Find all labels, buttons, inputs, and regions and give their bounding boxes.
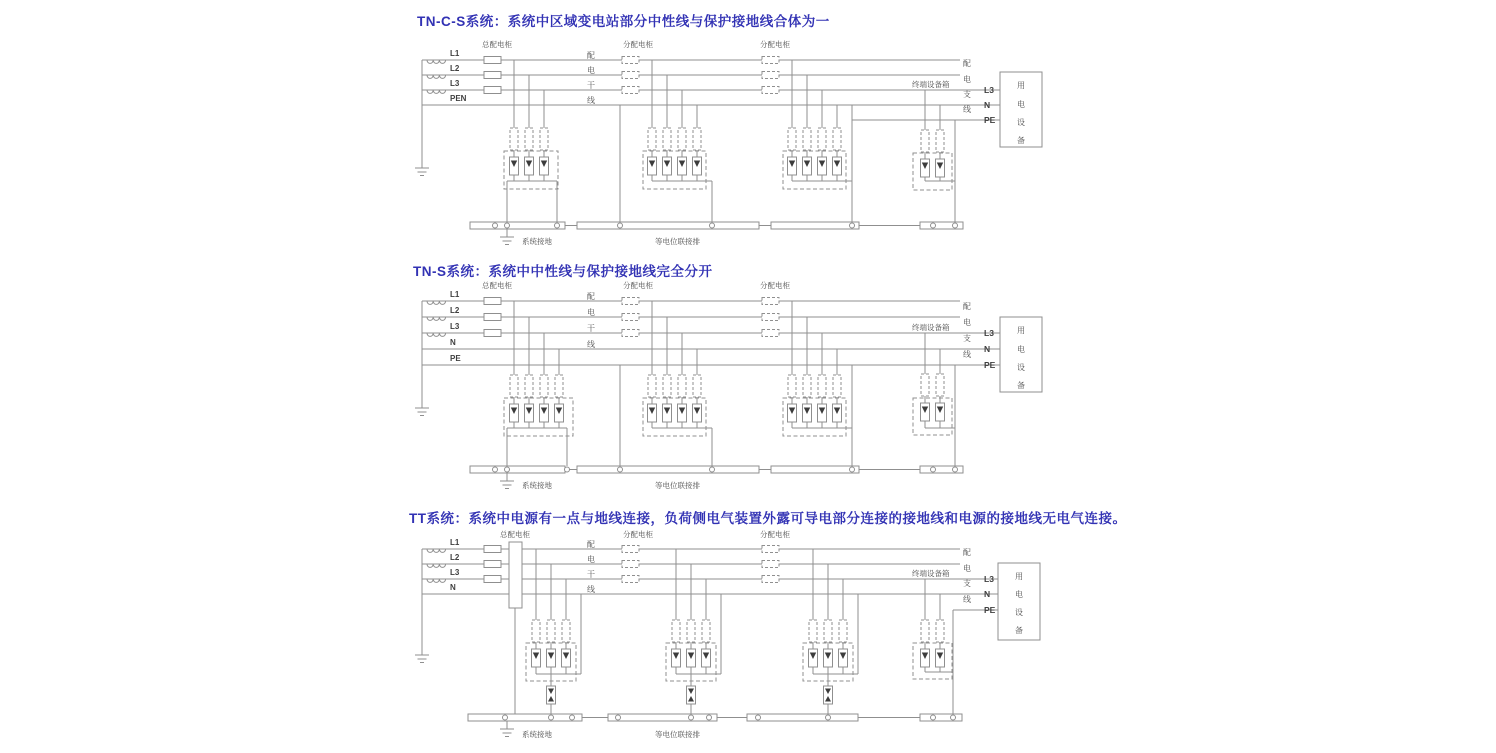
trunk-line-char: 电 [587,308,595,317]
right-phase-label: L3 [984,328,994,338]
cabinet-label: 分配电柜 [623,281,653,290]
system-ground-label: 系统接地 [522,481,552,490]
tt-diagram [415,529,1040,739]
phase-label: L1 [450,290,460,299]
cabinet-label: 分配电柜 [760,40,790,49]
cabinet-label: 总配电柜 [500,530,530,539]
gap-spd [824,686,833,704]
branch-line-char: 配 [963,302,971,311]
branch-line-char: 电 [963,564,971,573]
right-phase-label: N [984,344,991,354]
right-phase-label: PE [984,115,996,125]
coil-icon [427,564,446,567]
phase-label: N [450,583,456,592]
trunk-line-char: 线 [587,96,595,105]
equipment-char: 用 [1015,572,1023,581]
phase-label: PE [450,354,461,363]
coil-icon [427,333,446,336]
tncs-spd-columns [510,128,945,177]
equipment-char: 用 [1017,326,1025,335]
phase-label: PEN [450,94,467,103]
trunk-line-char: 配 [587,540,595,549]
tncs-source-coils [427,60,446,93]
trunk-line-char: 线 [587,585,595,594]
tn-s-diagram [415,280,1042,490]
branch-line-char: 配 [963,548,971,557]
gap-spd [547,686,556,704]
right-phase-label: L3 [984,85,994,95]
equipment-char: 电 [1017,100,1025,109]
equipment-char: 电 [1017,345,1025,354]
right-phase-label: N [984,100,991,110]
equipment-char: 设 [1015,608,1023,617]
terminal-box-label: 终端设备箱 [912,323,950,332]
branch-line-char: 线 [963,350,971,359]
trunk-line-char: 线 [587,340,595,349]
bonding-bar-label: 等电位联接排 [655,237,700,246]
trunk-line-char: 干 [587,81,595,90]
branch-line-char: 支 [963,334,971,343]
tt-cabinet-fuses [484,542,779,608]
earth-icon [415,168,429,176]
tt-main-busbar [509,542,522,608]
branch-line-char: 电 [963,75,971,84]
equipment-char: 备 [1017,381,1025,390]
trunk-line-char: 电 [587,66,595,75]
phase-label: L2 [450,64,460,73]
right-phase-label: PE [984,605,996,615]
earth-icon [500,729,514,737]
branch-line-char: 线 [963,105,971,114]
equipment-char: 备 [1015,626,1023,635]
equipment-char: 电 [1015,590,1023,599]
equipment-char: 备 [1017,136,1025,145]
branch-line-char: 支 [963,579,971,588]
trunk-line-char: 配 [587,292,595,301]
earth-icon [415,408,429,416]
phase-label: L2 [450,306,460,315]
earth-icon [500,237,514,245]
earth-icon [500,481,514,489]
branch-line-char: 支 [963,90,971,99]
right-phase-label: L3 [984,574,994,584]
bonding-bar-label: 等电位联接排 [655,481,700,490]
terminal-box-label: 终端设备箱 [912,80,950,89]
tns-ground-bars [415,408,963,489]
cabinet-label: 分配电柜 [760,281,790,290]
right-phase-label: N [984,589,991,599]
cabinet-label: 总配电柜 [482,281,512,290]
trunk-line-char: 干 [587,324,595,333]
equipment-char: 设 [1017,363,1025,372]
tt-title: TT系统：系统中电源有一点与地线连接，负荷侧电气装置外露可导电部分连接的接地线和电源的接地线无电气连接。 [409,511,1127,526]
cabinet-label: 总配电柜 [482,40,512,49]
tns-source-coils [427,301,446,336]
cabinet-label: 分配电柜 [623,530,653,539]
tns-spd-columns [510,374,945,422]
phase-label: L1 [450,49,460,58]
coil-icon [427,60,446,63]
tn-s-title: TN-S系统：系统中中性线与保护接地线完全分开 [413,264,713,279]
branch-line-char: 配 [963,59,971,68]
phase-label: L1 [450,538,460,547]
coil-icon [427,549,446,552]
cabinet-label: 分配电柜 [623,40,653,49]
coil-icon [427,317,446,320]
gap-spd [687,686,696,704]
coil-icon [427,90,446,93]
phase-label: L3 [450,79,460,88]
phase-label: L3 [450,568,460,577]
earth-icon [415,655,429,663]
phase-label: N [450,338,456,347]
terminal-box-label: 终端设备箱 [912,569,950,578]
tt-source-coils [427,549,446,582]
right-phase-label: PE [984,360,996,370]
system-ground-label: 系统接地 [522,730,552,739]
trunk-line-char: 电 [587,555,595,564]
tn-c-s-diagram [415,39,1042,246]
bonding-bar-label: 等电位联接排 [655,730,700,739]
coil-icon [427,75,446,78]
tncs-spd-bank-boxes [504,151,952,190]
phase-label: L2 [450,553,460,562]
cabinet-label: 分配电柜 [760,530,790,539]
tncs-ground-bars [415,168,963,245]
equipment-char: 设 [1017,118,1025,127]
coil-icon [427,579,446,582]
trunk-line-char: 干 [587,570,595,579]
tn-c-s-title: TN-C-S系统：系统中区域变电站部分中性线与保护接地线合体为一 [417,14,830,29]
branch-line-char: 线 [963,595,971,604]
system-ground-label: 系统接地 [522,237,552,246]
tt-spd-bank-boxes [526,643,952,681]
trunk-line-char: 配 [587,51,595,60]
tt-spd-columns [532,620,945,704]
coil-icon [427,301,446,304]
phase-label: L3 [450,322,460,331]
branch-line-char: 电 [963,318,971,327]
tns-spd-bank-boxes [504,398,952,436]
equipment-char: 用 [1017,81,1025,90]
